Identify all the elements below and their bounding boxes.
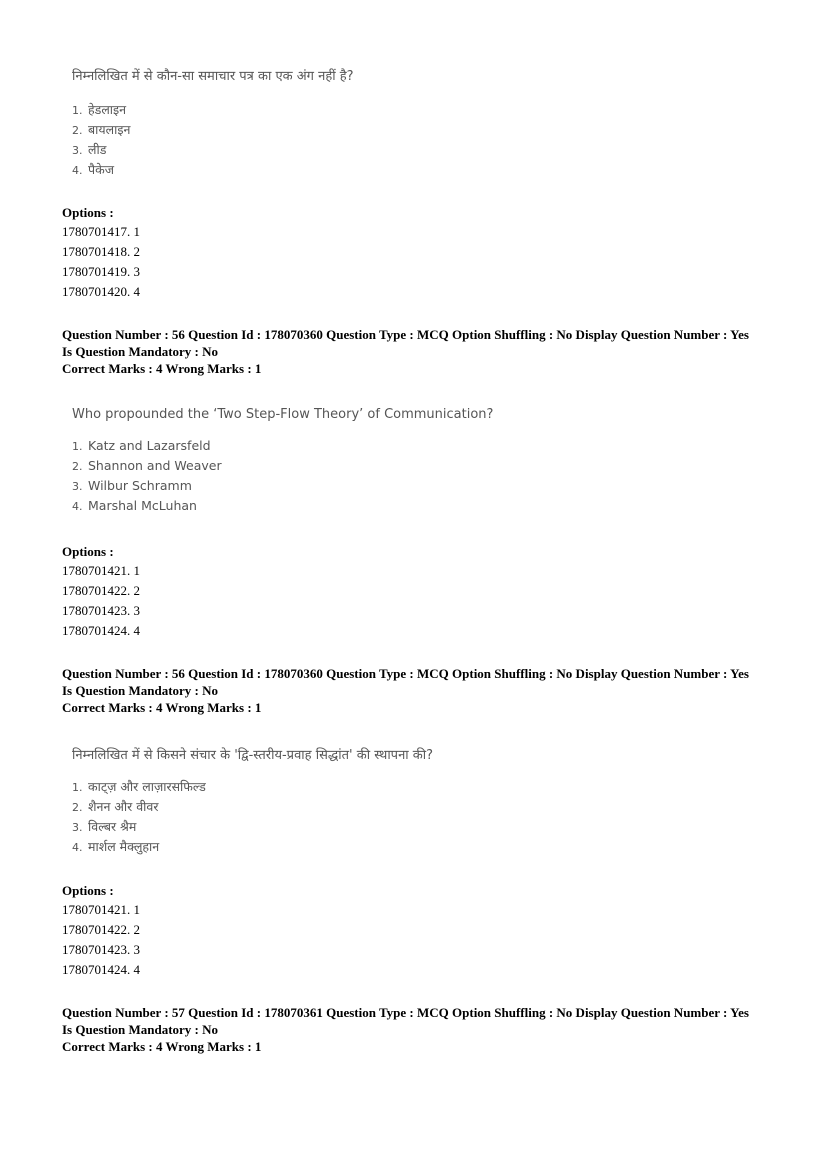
option-line: 1780701423. 3	[62, 942, 140, 957]
question-meta	[62, 1004, 749, 1055]
option-line: 1780701419. 3	[62, 264, 140, 279]
question-image	[72, 66, 354, 180]
choice-list	[72, 100, 354, 180]
marks-line: Correct Marks : 4 Wrong Marks : 1	[62, 1039, 262, 1054]
choice-item: 1. काट्ज़ और लाज़ारसफिल्ड	[72, 779, 206, 794]
choice-item: 4. मार्शल मैक्लुहान	[72, 839, 160, 854]
option-line: 1780701424. 4	[62, 962, 140, 977]
options-label: Options :	[62, 544, 114, 559]
choice-item: 3. विल्बर श्रैम	[72, 819, 137, 834]
question-image	[72, 745, 433, 857]
option-line: 1780701417. 1	[62, 224, 140, 239]
question-meta-line: Question Number : 56 Question Id : 178070360 Question Type : MCQ Option Shuffling : No Display Question Number : Yes	[62, 666, 749, 681]
option-line: 1780701422. 2	[62, 583, 140, 598]
mandatory-line: Is Question Mandatory : No	[62, 344, 219, 359]
choice-item: 1. Katz and Lazarsfeld	[72, 438, 211, 453]
mandatory-line: Is Question Mandatory : No	[62, 683, 219, 698]
options-label: Options :	[62, 883, 114, 898]
option-line: 1780701423. 3	[62, 603, 140, 618]
option-line: 1780701421. 1	[62, 902, 140, 917]
option-line: 1780701422. 2	[62, 922, 140, 937]
question-meta	[62, 326, 749, 377]
choice-item: 2. शैनन और वीवर	[72, 799, 159, 814]
choice-item: 3. लीड	[72, 142, 107, 157]
question-image	[72, 407, 493, 516]
option-line: 1780701424. 4	[62, 623, 140, 638]
option-line: 1780701420. 4	[62, 284, 140, 299]
option-line: 1780701421. 1	[62, 563, 140, 578]
choice-item: 2. बायलाइन	[72, 122, 131, 137]
choice-item: 4. पैकेज	[72, 162, 114, 177]
option-line: 1780701418. 2	[62, 244, 140, 259]
marks-line: Correct Marks : 4 Wrong Marks : 1	[62, 700, 262, 715]
mandatory-line: Is Question Mandatory : No	[62, 1022, 219, 1037]
question-meta	[62, 665, 749, 716]
question-text: Who propounded the ‘Two Step-Flow Theory’ of Communication?	[72, 407, 494, 422]
choice-list	[72, 777, 433, 857]
options-label: Options :	[62, 205, 114, 220]
question-text: निम्नलिखित में से कौन-सा समाचार पत्र का एक अंग नहीं है?	[72, 69, 354, 84]
question-meta-line: Question Number : 56 Question Id : 178070360 Question Type : MCQ Option Shuffling : No Display Question Number : Yes	[62, 327, 749, 342]
choice-item: 3. Wilbur Schramm	[72, 478, 192, 493]
choice-item: 4. Marshal McLuhan	[72, 498, 197, 513]
question-text: निम्नलिखित में से किसने संचार के 'द्वि-स्तरीय-प्रवाह सिद्धांत' की स्थापना की?	[72, 748, 434, 763]
choice-item: 2. Shannon and Weaver	[72, 458, 222, 473]
choice-list	[72, 436, 493, 516]
question-meta-line: Question Number : 57 Question Id : 178070361 Question Type : MCQ Option Shuffling : No Display Question Number : Yes	[62, 1005, 749, 1020]
choice-item: 1. हेडलाइन	[72, 102, 127, 117]
marks-line: Correct Marks : 4 Wrong Marks : 1	[62, 361, 262, 376]
